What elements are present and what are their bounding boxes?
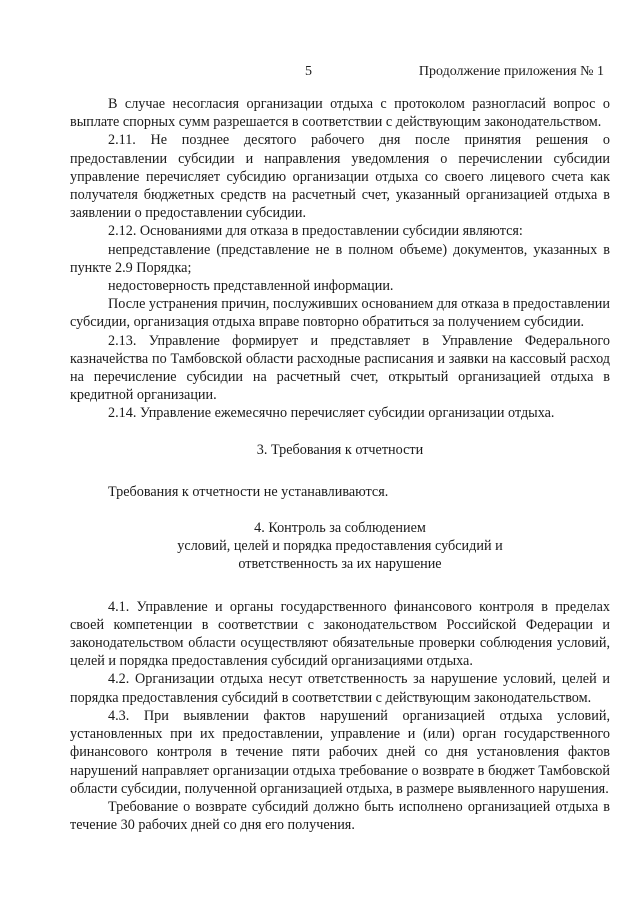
paragraph: недостоверность представленной информации. <box>108 278 394 295</box>
document-body <box>70 95 610 834</box>
paragraph: 4.2. Организации отдыха несут ответственность за нарушение условий, целей и порядка предоставления субсидий в соответствии с действующим законодательством. <box>70 671 610 706</box>
paragraph: Требование о возврате субсидий должно быть исполнено организацией отдыха в течение 30 рабочих дней со дня его получения. <box>70 798 610 834</box>
page-header <box>0 64 640 84</box>
section-4-heading-line-2: условий, целей и порядка предоставления субсидий и <box>177 538 503 555</box>
paragraph: 2.11. Не позднее десятого рабочего дня после принятия решения о предоставлении субсидии и направления уведомления о перечислении субсидии управление перечисляет субсидию организации отдыха со своего лицевого счета как получателя бюджетных средств на расчетный счет, указанный организацией отдыха в заявлении о предоставлении субсидии. <box>70 132 610 222</box>
paragraph: 2.14. Управление ежемесячно перечисляет субсидии организации отдыха. <box>108 405 555 422</box>
section-4-heading-line-1: 4. Контроль за соблюдением <box>254 520 426 537</box>
page-number: 5 <box>305 64 312 79</box>
paragraph: 4.3. При выявлении фактов нарушений организацией отдыха условий, установленных при их предоставлении, управление и (или) орган государственного финансового контроля в течение пяти рабочих дней со дня установления фактов нарушений направляет организации отдыха требование о возврате в бюджет Тамбовской области субсидии, полученной организацией отдыха, в размере выявленного нарушения. <box>70 707 610 797</box>
paragraph: непредставление (представление не в полном объеме) документов, указанных в пункте 2.9 Порядка; <box>70 241 610 276</box>
appendix-label: Продолжение приложения № 1 <box>418 64 604 79</box>
paragraph: 2.13. Управление формирует и представляет в Управление Федерального казначейства по Тамбовской области расходные расписания и заявки на кассовый расход на перечисление субсидии на расчетный счет, открытый организацией отдыха в кредитной организации. <box>70 332 610 404</box>
paragraph: После устранения причин, послуживших основанием для отказа в предоставлении субсидии, организация отдыха вправе повторно обратиться за получением субсидии. <box>70 296 610 331</box>
paragraph: 2.12. Основаниями для отказа в предоставлении субсидии являются: <box>108 223 523 240</box>
section-4-heading-line-3: ответственность за их нарушение <box>238 556 442 573</box>
paragraph: В случае несогласия организации отдыха с протоколом разногласий вопрос о выплате спорных сумм разрешается в соответствии с действующим законодательством. <box>70 96 610 131</box>
paragraph: 4.1. Управление и органы государственного финансового контроля в пределах своей компетенции в соответствии с законодательством Российской Федерации и законодательством области осуществляют обязательные проверки соблюдения условий, целей и порядка предоставления субсидий организациями отдыха. <box>70 598 610 670</box>
paragraph: Требования к отчетности не устанавливаются. <box>108 483 389 500</box>
section-3-heading: 3. Требования к отчетности <box>256 441 424 458</box>
